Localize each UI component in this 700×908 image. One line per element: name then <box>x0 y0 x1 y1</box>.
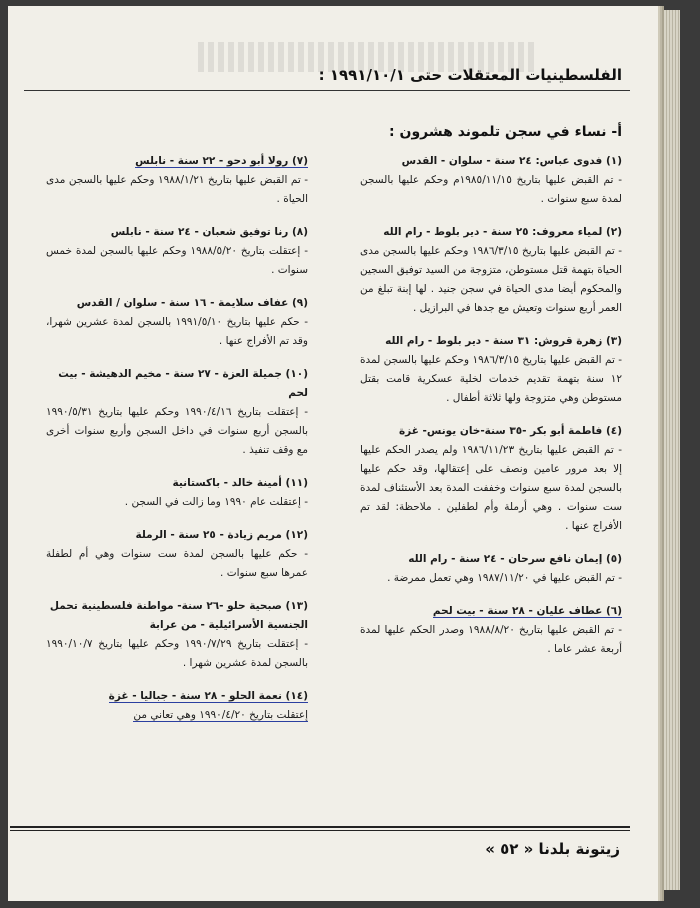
footer-rule-thin <box>10 830 630 831</box>
entry-body: - تم القبض عليها في ١٩٨٧/١١/٢٠ وهي تعمل ممرضة . <box>387 572 622 584</box>
entry-heading: (١) فدوى عباس: ٢٤ سنة - سلوان - القدس <box>401 155 622 167</box>
entry-5 <box>360 550 622 588</box>
entry-heading <box>46 687 308 706</box>
entry-heading <box>46 152 308 171</box>
entry-body: - حكم عليها بالسجن لمدة ست سنوات وهي أم لطفلة عمرها سبع سنوات . <box>46 548 308 579</box>
page-edge-stack <box>658 10 680 890</box>
entry-14 <box>46 687 308 725</box>
entry-body: - حكم عليها بتاريخ ١٩٩١/٥/١٠ بالسجن لمدة عشرين شهرا، وقد تم الأفراج عنها . <box>46 316 308 347</box>
entry-heading: (٨) رنا توفيق شعبان - ٢٤ سنة - نابلس <box>110 226 308 238</box>
section-title: الفلسطينيات المعتقلات حتى ١٩٩١/١٠/١ : <box>318 66 622 84</box>
entry-6 <box>360 602 622 659</box>
underlined-heading: (١٤) نعمة الحلو - ٢٨ سنة - جباليا - غزة <box>108 690 308 702</box>
footer-page-label: زيتونة بلدنا « ٥٢ » <box>485 840 620 858</box>
entry-heading: (٣) زهرة قروش: ٣١ سنة - دير بلوط - رام الله <box>385 335 622 347</box>
entry-body: - تم القبض عليها بتاريخ ١٩٨٥/١١/١٥م وحكم عليها بالسجن لمدة سبع سنوات . <box>360 174 622 205</box>
entry-body <box>46 706 308 725</box>
entry-body: - تم القبض عليها بتاريخ ١٩٨٦/٣/١٥ وحكم عليها بالسجن لمدة ١٢ سنة بتهمة تقديم خدمات لخلية عسكرية قامت بقتل مستوطن وهي متزوجة ولها ثلاثة أطفال . <box>360 354 623 404</box>
entry-4 <box>360 422 622 536</box>
underlined-heading: (٦) عطاف عليان - ٢٨ سنة - بيت لحم <box>432 605 622 617</box>
entry-body: - تم القبض عليها بتاريخ ١٩٨٨/١/٢١ وحكم عليها بالسجن مدى الحياة . <box>46 174 308 205</box>
entry-heading <box>360 602 622 621</box>
entry-body: - تم القبض عليها بتاريخ ١٩٨٦/١١/٢٣ ولم يصدر الحكم عليها إلا بعد مرور عامين ونصف على إعتقالها، وقد حكم عليها بالسجن لمدة سبع سنوات وخففت المدة بعد الأستئناف لمدة ست سنوات . وهي أرملة وأم لطفلين . ملاحظة: لقد تم الأفراج عنها . <box>360 444 622 532</box>
entry-heading: (١٢) مريم زيادة - ٢٥ سنة - الرملة <box>135 529 308 541</box>
entry-13 <box>46 597 308 673</box>
entry-1 <box>360 152 622 209</box>
entry-body: - تم القبض عليها بتاريخ ١٩٨٨/٨/٢٠ وصدر الحكم عليها لمدة أربعة عشر عاما . <box>360 624 622 655</box>
entry-body: - إعتقلت عام ١٩٩٠ وما زالت في السجن . <box>124 496 308 508</box>
entry-2 <box>360 223 622 318</box>
footer-rule <box>10 826 630 828</box>
entry-10 <box>46 365 308 460</box>
title-underline <box>24 90 630 91</box>
underlined-heading: (٧) رولا أبو دحو - ٢٢ سنة - نابلس <box>135 155 308 167</box>
entry-7 <box>46 152 308 209</box>
entry-body: - إعتقلت بتاريخ ١٩٨٨/٥/٢٠ وحكم عليها بالسجن لمدة خمس سنوات . <box>46 245 308 276</box>
entry-heading: (٩) عفاف سلايمة - ١٦ سنة - سلوان / القدس <box>76 297 308 309</box>
left-column <box>46 152 308 739</box>
sub-title: أ- نساء في سجن تلموند هشرون : <box>389 124 622 140</box>
entry-11 <box>46 474 308 512</box>
entry-body: - إعتقلت بتاريخ ١٩٩٠/٤/١٦ وحكم عليها بتاريخ ١٩٩٠/٥/٣١ بالسجن أربع سنوات في داخل السجن وأربع سنوات أخرى مع وقف تنفيذ . <box>46 406 308 456</box>
entry-heading: (١٠) جميلة العزة - ٢٧ سنة - مخيم الدهيشة - بيت لحم <box>58 368 308 399</box>
entry-heading: (٥) إيمان نافع سرحان - ٢٤ سنة - رام الله <box>408 553 622 565</box>
entry-body: - إعتقلت بتاريخ ١٩٩٠/٧/٢٩ وحكم عليها بتاريخ ١٩٩٠/١٠/٧ بالسجن لمدة عشرين شهرا . <box>46 638 308 669</box>
entry-12 <box>46 526 308 583</box>
entry-heading: (١١) أمينة خالد - باكستانية <box>172 477 308 489</box>
entry-9 <box>46 294 308 351</box>
entry-heading: (١٣) صبحية حلو -٢٦ سنة- مواطنة فلسطينية تحمل الجنسية الأسرائيلية - من عرابة <box>49 600 308 631</box>
entry-body: - تم القبض عليها بتاريخ ١٩٨٦/٣/١٥ وحكم عليها بالسجن مدى الحياة بتهمة قتل مستوطن، متزوجة من السيد توفيق السجين والمحكوم أيضا مدى الحياة في سجن جنيد . لها إبنة تبلغ من العمر أربع سنوات وتعيش مع جدها في البرازيل . <box>360 245 622 314</box>
entry-3 <box>360 332 622 408</box>
entry-heading: (٤) فاطمة أبو بكر -٣٥ سنة-خان يونس- غزة <box>398 425 622 437</box>
entry-8 <box>46 223 308 280</box>
entry-heading: (٢) لمياء معروف: ٢٥ سنة - دير بلوط - رام الله <box>383 226 622 238</box>
underlined-body: إعتقلت بتاريخ ١٩٩٠/٤/٢٠ وهي تعاني من <box>133 709 308 721</box>
right-column <box>360 152 622 673</box>
